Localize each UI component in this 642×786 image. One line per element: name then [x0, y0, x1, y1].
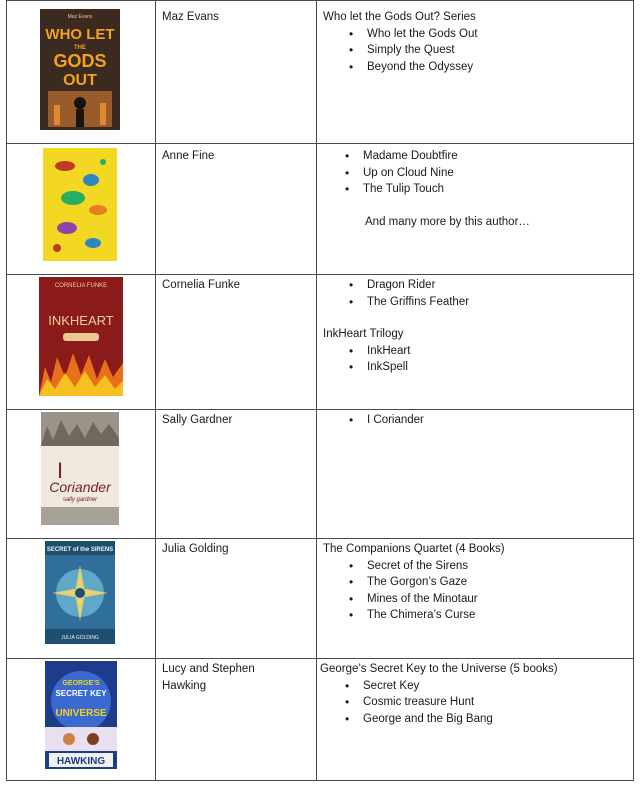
- author-name-line-2: Hawking: [162, 679, 207, 692]
- list-item: • InkSpell: [349, 359, 627, 376]
- table-row: [7, 144, 634, 275]
- cover-cell: [7, 144, 156, 275]
- list-item: • Secret of the Sirens: [349, 558, 627, 575]
- author-name: Maz Evans: [162, 11, 219, 23]
- svg-text:GEORGE'S: GEORGE'S: [62, 680, 100, 687]
- series-book-list: [323, 343, 627, 376]
- cover-author-text: CORNELIA FUNKE: [54, 283, 108, 289]
- list-item: • Dragon Rider: [349, 277, 627, 294]
- list-item: • Who let the Gods Out: [349, 26, 627, 43]
- author-cell: [156, 659, 317, 781]
- cover-author-text: sally gardner: [62, 497, 98, 503]
- svg-text:UNIVERSE: UNIVERSE: [55, 708, 107, 719]
- books-cell: [317, 275, 634, 410]
- more-note: And many more by this author…: [365, 215, 530, 228]
- list-item: • Mines of the Minotaur: [349, 591, 627, 608]
- table-row: [7, 275, 634, 410]
- list-item: • Secret Key: [345, 678, 627, 695]
- svg-text:I: I: [57, 458, 64, 483]
- book-list: [323, 26, 627, 76]
- table-row: [7, 539, 634, 659]
- book-list: [323, 148, 627, 198]
- list-item: • Simply the Quest: [349, 42, 627, 59]
- svg-text:Coriander: Coriander: [49, 479, 111, 495]
- author-cell: [156, 1, 317, 144]
- author-cell: [156, 410, 317, 539]
- author-name-line-1: Lucy and Stephen: [162, 663, 255, 675]
- cover-cell: [7, 659, 156, 781]
- books-cell: [317, 1, 634, 144]
- list-item: • George and the Big Bang: [345, 711, 627, 728]
- series-title: Who let the Gods Out? Series: [323, 11, 476, 23]
- author-name: Cornelia Funke: [162, 279, 240, 291]
- author-name: Julia Golding: [162, 543, 229, 555]
- author-name: Anne Fine: [162, 150, 215, 162]
- list-item: • The Gorgon’s Gaze: [349, 574, 627, 591]
- book-cover-who-let-the-gods-out: [40, 9, 120, 130]
- author-cell: [156, 275, 317, 410]
- cover-cell: [7, 275, 156, 410]
- list-item: • The Chimera’s Curse: [349, 607, 627, 624]
- cover-author-text: Maz Evans: [67, 14, 93, 20]
- list-item: • InkHeart: [349, 343, 627, 360]
- book-list: [323, 558, 627, 624]
- list-item: • Madame Doubtfire: [345, 148, 627, 165]
- books-cell: [317, 144, 634, 275]
- books-cell: [317, 539, 634, 659]
- book-cover-inkheart: [39, 277, 123, 396]
- book-list: [320, 678, 627, 728]
- cover-title-text: SECRET of the SIRENS: [46, 547, 114, 553]
- author-cell: [156, 144, 317, 275]
- series-title: The Companions Quartet (4 Books): [323, 543, 505, 555]
- series-title: InkHeart Trilogy: [323, 328, 404, 340]
- list-item: • Cosmic treasure Hunt: [345, 694, 627, 711]
- book-list: [323, 412, 627, 429]
- list-item: • I Coriander: [349, 412, 627, 429]
- svg-text:OUT: OUT: [63, 72, 97, 89]
- list-item: • Beyond the Odyssey: [349, 59, 627, 76]
- cover-author-text: HAWKING: [56, 756, 106, 767]
- book-cover-anne-fine: [43, 148, 117, 261]
- book-cover-secret-of-the-sirens: [45, 541, 115, 644]
- table-row: [7, 1, 634, 144]
- cover-title-text: INKHEART: [48, 313, 114, 328]
- author-name: Sally Gardner: [162, 414, 233, 426]
- book-list-table: [6, 0, 634, 781]
- list-item: • The Griffins Feather: [349, 294, 627, 311]
- series-title: George’s Secret Key to the Universe (5 books): [320, 663, 558, 675]
- cover-cell: [7, 1, 156, 144]
- cover-cell: [7, 410, 156, 539]
- author-cell: [156, 539, 317, 659]
- cover-cell: [7, 539, 156, 659]
- svg-text:THE: THE: [74, 45, 86, 51]
- svg-text:GODS: GODS: [53, 51, 107, 71]
- books-cell: [317, 410, 634, 539]
- books-cell: [317, 659, 634, 781]
- svg-text:WHO LET: WHO LET: [45, 26, 115, 43]
- list-item: • The Tulip Touch: [345, 181, 627, 198]
- book-list: [323, 277, 627, 310]
- book-cover-i-coriander: [41, 412, 119, 525]
- list-item: • Up on Cloud Nine: [345, 165, 627, 182]
- cover-author-text: JULIA GOLDING: [61, 635, 99, 641]
- book-cover-georges-secret-key: [45, 661, 117, 769]
- table-row: [7, 659, 634, 781]
- svg-text:SECRET KEY: SECRET KEY: [55, 689, 107, 698]
- table-row: [7, 410, 634, 539]
